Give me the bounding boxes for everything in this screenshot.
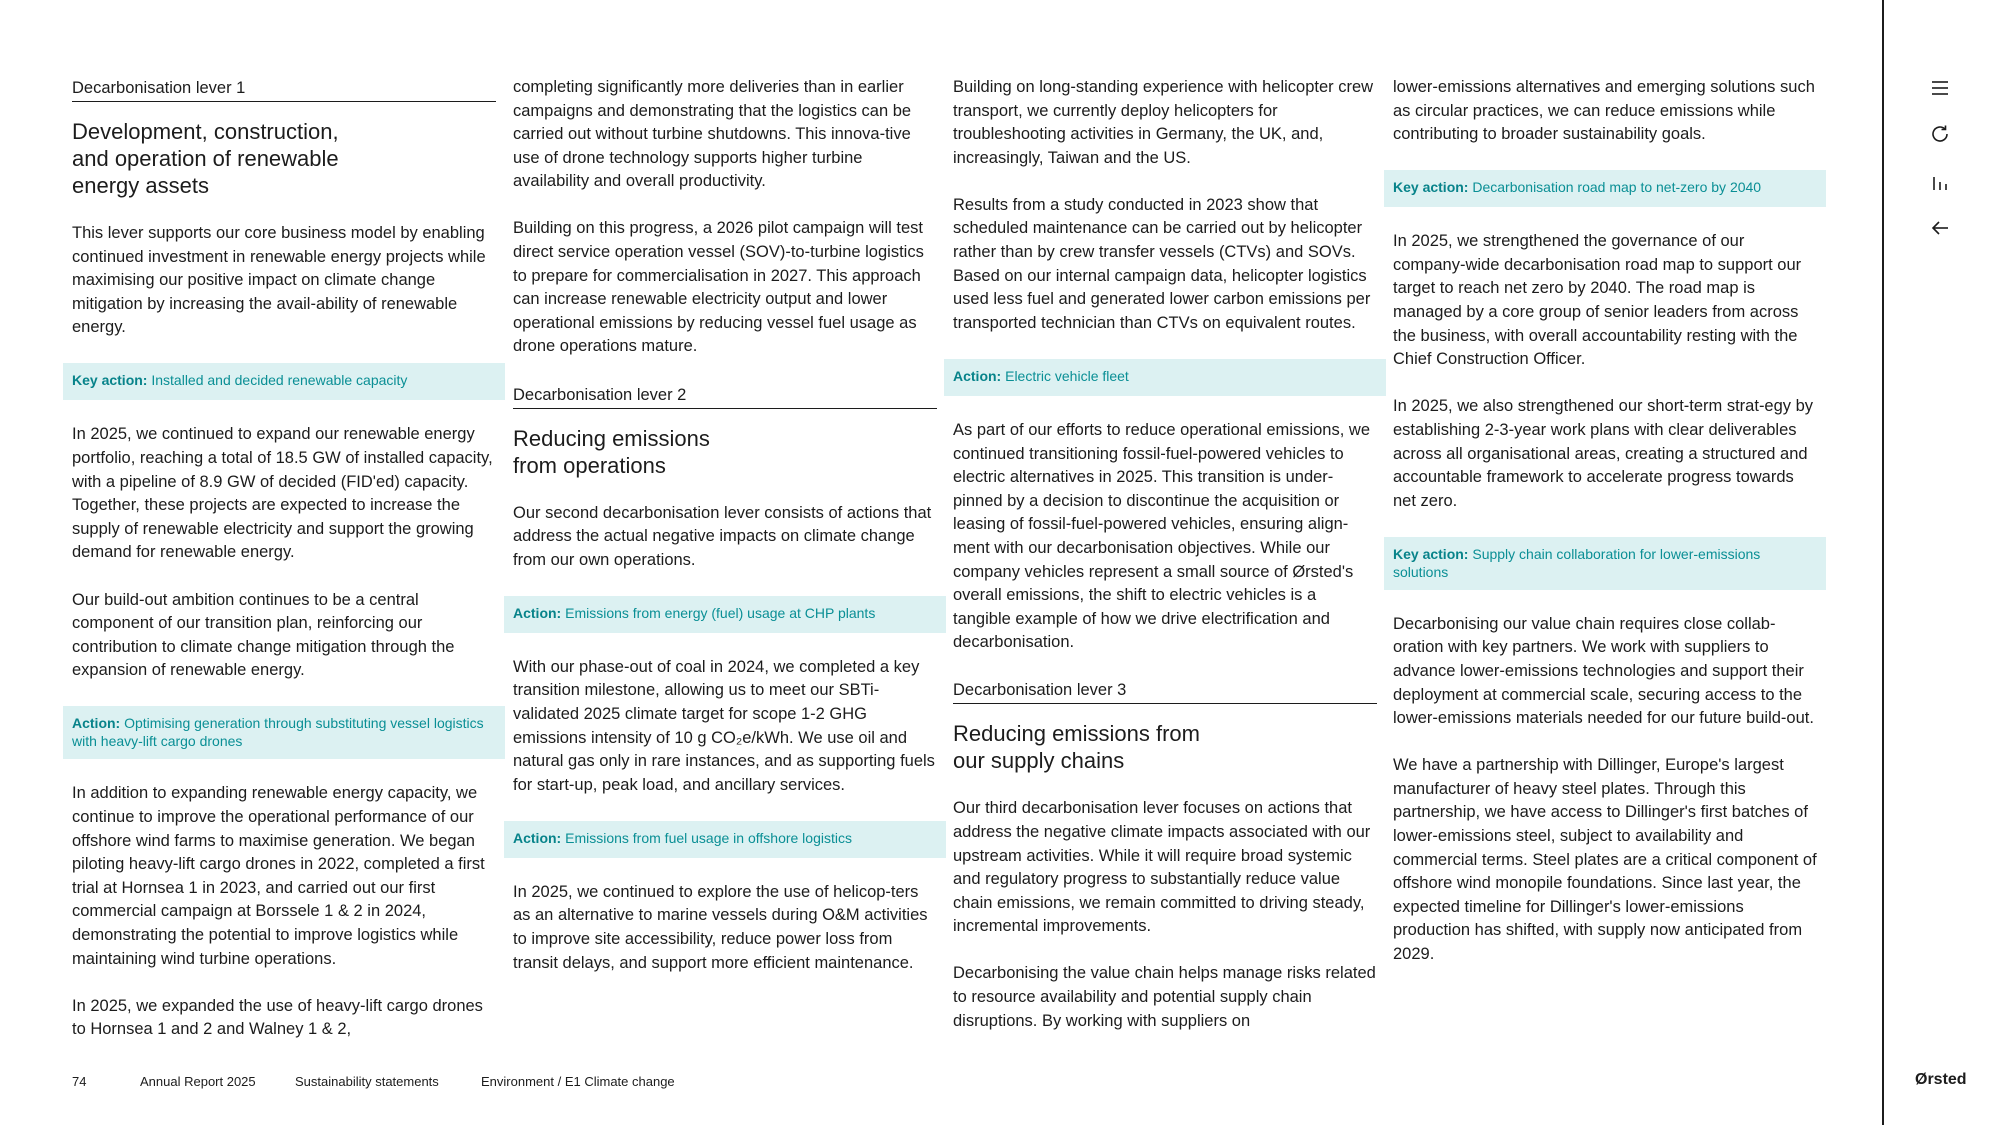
- refresh-icon[interactable]: [1928, 122, 1952, 146]
- action-label: Key action:: [1393, 545, 1469, 562]
- lever-label: Decarbonisation lever 2: [513, 383, 937, 409]
- menu-icon[interactable]: [1928, 76, 1952, 100]
- paragraph: In addition to expanding renewable energy capacity, we continue to improve the operational performance of our offshore wind farms to maximise generation. We began piloting heavy-lift cargo drones in 2022, completed a first trial at Hornsea 1 in 2023, and carried out our first commercial campaign at Borssele 1 & 2 in 2024, demonstrating the potential to improve logistics while maintaining wind turbine operations.: [72, 784, 485, 968]
- section-heading: [953, 720, 1377, 774]
- paragraph: Decarbonising our value chain requires close collab-oration with key partners. We work with suppliers to advance lower-emissions technologies and support their deployment at commercial scale, securing access to the lower-emissions materials needed for our future build-out.: [1393, 614, 1814, 728]
- action-text: Installed and decided renewable capacity: [151, 372, 408, 389]
- paragraph: Our third decarbonisation lever focuses on actions that address the negative climate impacts associated with our upstream activities. While it will require broad systemic and regulatory progress to substantially reduce value chain emissions, we remain committed to driving steady, incremental improvements.: [953, 799, 1371, 936]
- paragraph: As part of our efforts to reduce operational emissions, we continued transitioning fossil-fuel-powered vehicles to electric alternatives in 2025. This transition is under-pinned by a decision to discontinue the acquisition or leasing of fossil-fuel-powered vehicles, ensuring align-ment with our decarbonisation objectives. While our company vehicles represent a small source of Ørsted's overall emissions, the shift to electric vehicles is a tangible example of how we drive electrification and decarbonisation.: [953, 420, 1370, 652]
- paragraph: In 2025, we continued to expand our renewable energy portfolio, reaching a total of 18.5 GW of installed capacity, with a pipeline of 8.9 GW of decided (FID'ed) capacity. Together, these projects are expected to increase the supply of renewable electricity and support the growing demand for renewable energy.: [72, 425, 493, 562]
- bar-chart-icon[interactable]: [1928, 170, 1952, 194]
- heading-line: Development, construction,: [72, 119, 339, 144]
- action-label: Key action:: [72, 372, 148, 389]
- action-text: Optimising generation through substituting vessel logistics with heavy-lift cargo drones: [72, 715, 484, 750]
- action-box: [504, 596, 946, 633]
- paragraph: Building on this progress, a 2026 pilot campaign will test direct service operation vessel (SOV)-to-turbine logistics to prepare for commercialisation in 2027. This approach can increase renewable electricity output and lower operational emissions by reducing vessel fuel usage as drone operations mature.: [513, 219, 924, 356]
- paragraph: lower-emissions alternatives and emerging solutions such as circular practices, we can reduce emissions while contributing to broader sustainability goals.: [1393, 78, 1815, 144]
- back-arrow-icon[interactable]: [1928, 216, 1952, 240]
- paragraph: completing significantly more deliveries than in earlier campaigns and demonstrating that the logistics can be carried out without turbine shutdowns. This innova-tive use of drone technology supports higher turbine availability and overall productivity.: [513, 78, 912, 191]
- action-text: Electric vehicle fleet: [1005, 367, 1129, 384]
- footer-report-link[interactable]: Annual Report 2025: [140, 1074, 256, 1089]
- action-label: Action:: [513, 829, 562, 846]
- paragraph: We have a partnership with Dillinger, Europe's largest manufacturer of heavy steel plates. Through this partnership, we have access to Dillinger's first batches of lower-emissions steel, subject to availability and commercial terms. Steel plates are a critical component of offshore wind monopile foundations. Since last year, the expected timeline for Dillinger's lower-emissions production has shifted, with supply now anticipated from 2029.: [1393, 756, 1817, 964]
- lever-label: Decarbonisation lever 3: [953, 678, 1377, 704]
- action-box: [63, 706, 505, 759]
- key-action-box: [1384, 170, 1826, 207]
- paragraph: Our build-out ambition continues to be a central component of our transition plan, reinforcing our contribution to climate change mitigation through the expansion of renewable energy.: [72, 590, 455, 680]
- back-arrow-icon-svg: [1928, 216, 1952, 240]
- column-2: [513, 76, 937, 999]
- action-text: Emissions from fuel usage in offshore logistics: [565, 829, 852, 846]
- paragraph: In 2025, we also strengthened our short-term strat-egy by establishing 2-3-year work plans with clear deliverables across all organisational areas, creating a structured and accountable framework to accelerate progress towards net zero.: [1393, 397, 1814, 510]
- heading-line: and operation of renewable: [72, 146, 339, 171]
- paragraph: With our phase-out of coal in 2024, we completed a key transition milestone, allowing us to meet our SBTi-validated 2025 climate target for scope 1-2 GHG emissions intensity of 10 g CO₂e/kWh. We use oil and natural gas only in rare instances, and as supporting fuels for start-up, peak load, and ancillary services.: [513, 657, 935, 794]
- action-box: [504, 821, 946, 858]
- key-action-box: [1384, 537, 1826, 590]
- action-text: Supply chain collaboration for lower-emissions solutions: [1393, 545, 1761, 580]
- paragraph: In 2025, we expanded the use of heavy-lift cargo drones to Hornsea 1 and 2 and Walney 1 & 2,: [72, 996, 483, 1039]
- brand-logo: Ørsted: [1915, 1071, 1967, 1088]
- action-label: Action:: [953, 367, 1002, 384]
- heading-line: Reducing emissions from: [953, 721, 1200, 747]
- page-number: 74: [72, 1074, 87, 1089]
- paragraph: In 2025, we strengthened the governance of our company-wide decarbonisation road map to support our target to reach net zero by 2040. The road map is managed by a core group of senior leaders from across the business, with overall accountability resting with the Chief Construction Officer.: [1393, 232, 1802, 369]
- heading-line: our supply chains: [953, 748, 1125, 774]
- paragraph: Our second decarbonisation lever consists of actions that address the actual negative impacts on climate change from our own operations.: [513, 503, 932, 569]
- right-rail-divider: [1882, 0, 1884, 1125]
- paragraph: Decarbonising the value chain helps manage risks related to resource availability and potential supply chain disruptions. By working with suppliers on: [953, 964, 1376, 1030]
- action-text: Emissions from energy (fuel) usage at CHP plants: [565, 604, 876, 621]
- action-text: Decarbonisation road map to net-zero by 2040: [1472, 179, 1762, 196]
- bar-chart-icon-svg: [1928, 170, 1952, 194]
- heading-line: Reducing emissions: [513, 425, 710, 451]
- lever-label: Decarbonisation lever 1: [72, 76, 496, 102]
- paragraph: Building on long-standing experience with helicopter crew transport, we currently deploy helicopters for troubleshooting activities in Germany, the UK, and, increasingly, Taiwan and the US.: [953, 78, 1374, 167]
- heading-line: energy assets: [72, 173, 209, 198]
- column-1: [72, 76, 496, 1065]
- column-3: [953, 76, 1377, 1057]
- paragraph: This lever supports our core business model by enabling continued investment in renewable energy projects while maximising our positive impact on climate change mitigation by increasing the avail-ability of renewable energy.: [72, 224, 486, 337]
- footer-subsection-link[interactable]: Environment / E1 Climate change: [481, 1074, 675, 1089]
- footer-section-link[interactable]: Sustainability statements: [295, 1074, 439, 1089]
- paragraph: In 2025, we continued to explore the use of helicop-ters as an alternative to marine vessels during O&M activities to improve site accessibility, reduce power loss from transit delays, and support more efficient maintenance.: [513, 882, 928, 972]
- menu-icon-svg: [1928, 76, 1952, 100]
- column-4: [1393, 76, 1817, 990]
- heading-line: from operations: [513, 452, 666, 478]
- paragraph: Results from a study conducted in 2023 show that scheduled maintenance can be carried out by helicopter rather than by crew transfer vessels (CTVs) and SOVs. Based on our internal campaign data, helicopter logistics used less fuel and generated lower carbon emissions per transported technician than CTVs on equivalent routes.: [953, 195, 1371, 332]
- section-heading: [513, 425, 937, 479]
- action-label: Key action:: [1393, 179, 1469, 196]
- action-label: Action:: [513, 604, 562, 621]
- action-box: [944, 359, 1386, 396]
- key-action-box: [63, 363, 505, 400]
- section-heading: [72, 118, 496, 199]
- refresh-icon-svg: [1928, 122, 1952, 146]
- action-label: Action:: [72, 715, 121, 732]
